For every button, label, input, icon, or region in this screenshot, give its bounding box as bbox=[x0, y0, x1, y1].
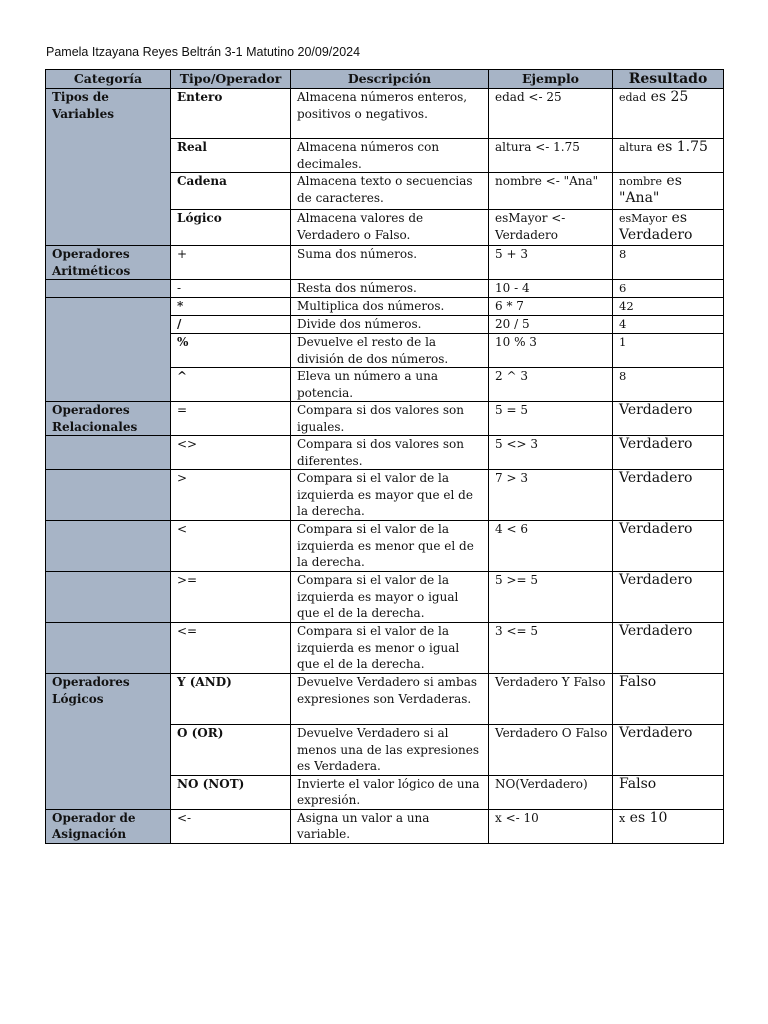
result-variable: nombre bbox=[619, 175, 662, 188]
description-cell: Compara si el valor de la izquierda es mayor o igual que el de la derecha. bbox=[291, 572, 489, 623]
table-row bbox=[46, 521, 724, 572]
result-value: es 10 bbox=[625, 809, 668, 826]
result-cell bbox=[613, 173, 724, 210]
type-cell: NO (NOT) bbox=[171, 775, 291, 809]
example-cell: 10 % 3 bbox=[489, 334, 613, 368]
example-cell: 5 >= 5 bbox=[489, 572, 613, 623]
column-header-resultado: Resultado bbox=[613, 70, 724, 89]
category-cell bbox=[46, 521, 171, 572]
example-cell: x <- 10 bbox=[489, 809, 613, 843]
description-cell: Compara si el valor de la izquierda es menor o igual que el de la derecha. bbox=[291, 623, 489, 674]
category-cell bbox=[46, 572, 171, 623]
result-variable: esMayor bbox=[619, 212, 668, 225]
type-cell: ^ bbox=[171, 368, 291, 402]
result-cell: 4 bbox=[613, 316, 724, 334]
document-header: Pamela Itzayana Reyes Beltrán 3-1 Matutino 20/09/2024 bbox=[46, 45, 361, 59]
description-cell: Divide dos números. bbox=[291, 316, 489, 334]
description-cell: Compara si el valor de la izquierda es menor que el de la derecha. bbox=[291, 521, 489, 572]
example-cell: altura <- 1.75 bbox=[489, 139, 613, 173]
table-row bbox=[46, 470, 724, 521]
type-cell: < bbox=[171, 521, 291, 572]
description-cell: Asigna un valor a una variable. bbox=[291, 809, 489, 843]
description-cell: Devuelve Verdadero si ambas expresiones son Verdaderas. bbox=[291, 674, 489, 725]
category-cell bbox=[46, 623, 171, 674]
table-row bbox=[46, 572, 724, 623]
description-cell: Compara si dos valores son iguales. bbox=[291, 402, 489, 436]
result-cell bbox=[613, 809, 724, 843]
description-cell: Resta dos números. bbox=[291, 280, 489, 298]
description-cell: Eleva un número a una potencia. bbox=[291, 368, 489, 402]
example-cell: 20 / 5 bbox=[489, 316, 613, 334]
result-cell: Verdadero bbox=[613, 402, 724, 436]
description-cell: Almacena números enteros, positivos o negativos. bbox=[291, 89, 489, 139]
result-cell bbox=[613, 139, 724, 173]
type-cell: <= bbox=[171, 623, 291, 674]
result-value: es Verdadero bbox=[619, 210, 693, 243]
type-cell: <- bbox=[171, 809, 291, 843]
example-cell: 3 <= 5 bbox=[489, 623, 613, 674]
type-cell: - bbox=[171, 280, 291, 298]
table-row bbox=[46, 623, 724, 674]
result-cell: Verdadero bbox=[613, 725, 724, 776]
result-variable: edad bbox=[619, 91, 647, 104]
type-cell: >= bbox=[171, 572, 291, 623]
table-header-row bbox=[46, 70, 724, 89]
result-cell: Falso bbox=[613, 674, 724, 725]
operators-table bbox=[45, 69, 724, 844]
result-value: es 1.75 bbox=[652, 139, 708, 155]
example-cell: 2 ^ 3 bbox=[489, 368, 613, 402]
column-header-descripcion: Descripción bbox=[291, 70, 489, 89]
category-cell bbox=[46, 298, 171, 402]
column-header-categoria: Categoría bbox=[46, 70, 171, 89]
example-cell: nombre <- "Ana" bbox=[489, 173, 613, 210]
example-cell: 5 <> 3 bbox=[489, 436, 613, 470]
description-cell: Almacena números con decimales. bbox=[291, 139, 489, 173]
type-cell: = bbox=[171, 402, 291, 436]
result-cell: 1 bbox=[613, 334, 724, 368]
result-variable: x bbox=[619, 811, 626, 825]
result-cell: Verdadero bbox=[613, 470, 724, 521]
table-row bbox=[46, 89, 724, 139]
table-row bbox=[46, 674, 724, 725]
example-cell: 5 + 3 bbox=[489, 246, 613, 280]
table-row bbox=[46, 298, 724, 316]
type-cell: * bbox=[171, 298, 291, 316]
example-cell: 4 < 6 bbox=[489, 521, 613, 572]
result-cell: Falso bbox=[613, 775, 724, 809]
table-row bbox=[46, 280, 724, 298]
example-cell: Verdadero Y Falso bbox=[489, 674, 613, 725]
result-variable: altura bbox=[619, 141, 653, 154]
example-cell: Verdadero O Falso bbox=[489, 725, 613, 776]
description-cell: Suma dos números. bbox=[291, 246, 489, 280]
column-header-tipo: Tipo/Operador bbox=[171, 70, 291, 89]
example-cell: 6 * 7 bbox=[489, 298, 613, 316]
table-row bbox=[46, 436, 724, 470]
category-cell: Operador de Asignación bbox=[46, 809, 171, 843]
result-cell bbox=[613, 89, 724, 139]
description-cell: Devuelve Verdadero si al menos una de las expresiones es Verdadera. bbox=[291, 725, 489, 776]
result-cell: 8 bbox=[613, 246, 724, 280]
type-cell: Lógico bbox=[171, 210, 291, 246]
result-cell: Verdadero bbox=[613, 572, 724, 623]
category-cell: Operadores Relacionales bbox=[46, 402, 171, 436]
category-cell: Operadores Aritméticos bbox=[46, 246, 171, 280]
category-cell: Operadores Lógicos bbox=[46, 674, 171, 810]
column-header-ejemplo: Ejemplo bbox=[489, 70, 613, 89]
description-cell: Devuelve el resto de la división de dos números. bbox=[291, 334, 489, 368]
example-cell: NO(Verdadero) bbox=[489, 775, 613, 809]
table-row bbox=[46, 809, 724, 843]
type-cell: Real bbox=[171, 139, 291, 173]
type-cell: % bbox=[171, 334, 291, 368]
example-cell: esMayor <- Verdadero bbox=[489, 210, 613, 246]
type-cell: > bbox=[171, 470, 291, 521]
result-cell: Verdadero bbox=[613, 436, 724, 470]
category-cell bbox=[46, 280, 171, 298]
type-cell: Entero bbox=[171, 89, 291, 139]
result-cell bbox=[613, 210, 724, 246]
type-cell: + bbox=[171, 246, 291, 280]
example-cell: 7 > 3 bbox=[489, 470, 613, 521]
type-cell: Y (AND) bbox=[171, 674, 291, 725]
type-cell: <> bbox=[171, 436, 291, 470]
result-cell: Verdadero bbox=[613, 623, 724, 674]
description-cell: Almacena texto o secuencias de caracteres. bbox=[291, 173, 489, 210]
result-value: es "Ana" bbox=[619, 173, 682, 206]
description-cell: Invierte el valor lógico de una expresión. bbox=[291, 775, 489, 809]
result-value: es 25 bbox=[646, 89, 689, 105]
table-row bbox=[46, 402, 724, 436]
type-cell: O (OR) bbox=[171, 725, 291, 776]
result-cell: 8 bbox=[613, 368, 724, 402]
description-cell: Multiplica dos números. bbox=[291, 298, 489, 316]
type-cell: Cadena bbox=[171, 173, 291, 210]
category-cell bbox=[46, 436, 171, 470]
category-cell bbox=[46, 470, 171, 521]
type-cell: / bbox=[171, 316, 291, 334]
description-cell: Compara si el valor de la izquierda es mayor que el de la derecha. bbox=[291, 470, 489, 521]
example-cell: 5 = 5 bbox=[489, 402, 613, 436]
table-row bbox=[46, 246, 724, 280]
result-cell: 6 bbox=[613, 280, 724, 298]
result-cell: 42 bbox=[613, 298, 724, 316]
example-cell: edad <- 25 bbox=[489, 89, 613, 139]
description-cell: Almacena valores de Verdadero o Falso. bbox=[291, 210, 489, 246]
description-cell: Compara si dos valores son diferentes. bbox=[291, 436, 489, 470]
category-cell: Tipos de Variables bbox=[46, 89, 171, 246]
example-cell: 10 - 4 bbox=[489, 280, 613, 298]
result-cell: Verdadero bbox=[613, 521, 724, 572]
